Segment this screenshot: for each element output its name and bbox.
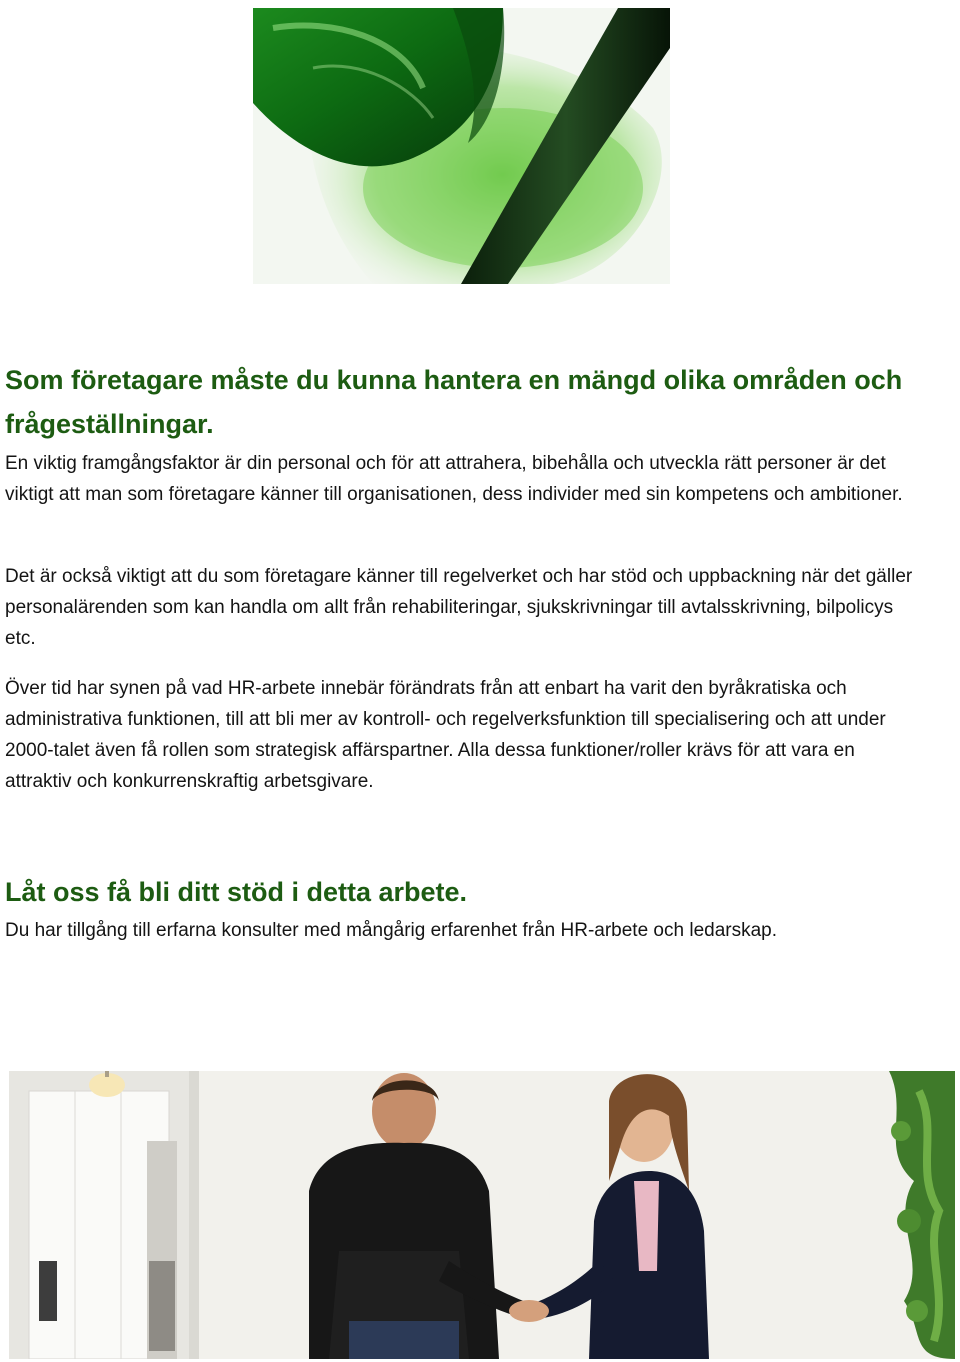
hr-history-paragraph: Över tid har synen på vad HR-arbete innebär förändrats från att enbart ha varit den byråkratiska och administrativa funktionen, till att bli mer av kontroll- och regelverksfunktion till specialisering och att under 2000-talet även få rollen som strategisk affärspartner. Alla dessa funktioner/roller krävs för att vara en attraktiv och konkurrenskraftig arbetsgivare. <box>5 678 886 792</box>
consultants-paragraph: Du har tillgång till erfarna konsulter med mångårig erfarenhet från HR-arbete och ledarskap. <box>5 920 778 941</box>
handshake-photo <box>9 1071 955 1359</box>
green-bottle-photo <box>253 8 670 284</box>
regulations-paragraph: Det är också viktigt att du som företagare känner till regelverket och har stöd och uppbackning när det gäller personalärenden som kan handla om allt från rehabiliteringar, sjukskrivningar till avtalsskrivning, bilpolicys etc. <box>5 566 913 649</box>
handshake-illustration <box>9 1071 955 1359</box>
intro-paragraph: En viktig framgångsfaktor är din personal och för att attrahera, bibehålla och utveckla rätt personer är det viktigt att man som företagare känner till organisationen, dess individer med sin kompetens och ambitioner. <box>5 453 903 505</box>
green-bottle-illustration <box>253 8 670 284</box>
main-heading: Som företagare måste du kunna hantera en mängd olika områden och frågeställningar. <box>5 365 903 439</box>
support-heading: Låt oss få bli ditt stöd i detta arbete. <box>5 877 468 907</box>
